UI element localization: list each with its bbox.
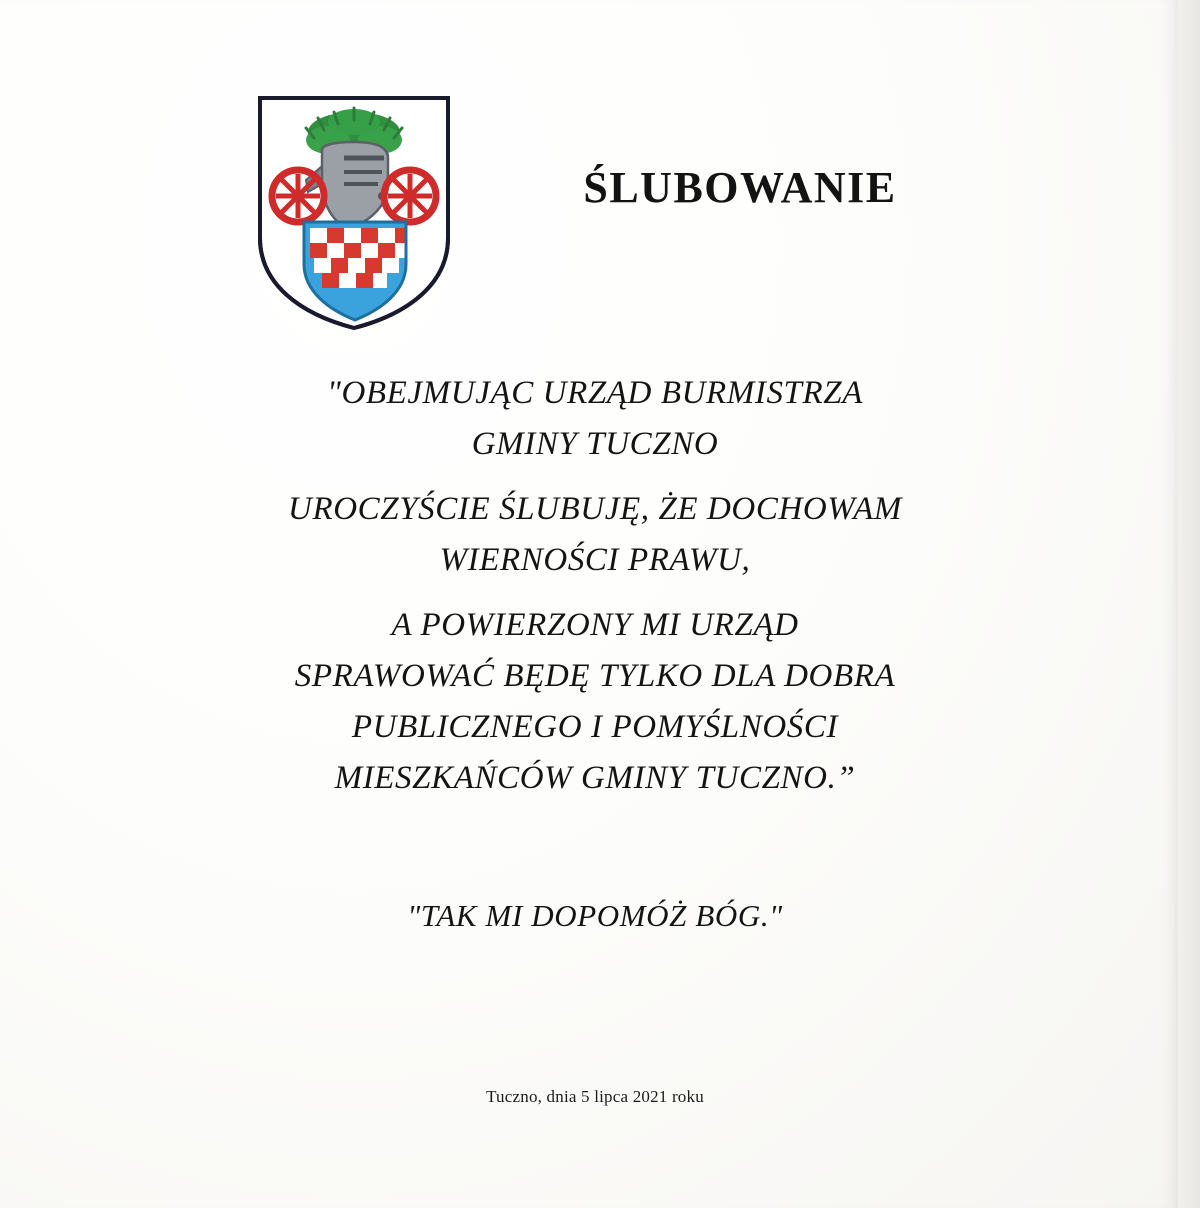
oath-line: SPRAWOWAĆ BĘDĘ TYLKO DLA DOBRA	[294, 658, 896, 694]
oath-line: "OBEJMUJĄC URZĄD BURMISTRZA	[327, 375, 863, 411]
page-title: ŚLUBOWANIE	[583, 163, 897, 212]
section-gap	[120, 804, 1070, 890]
paper-edge-shadow	[1178, 0, 1200, 1208]
coat-of-arms-icon	[248, 88, 460, 336]
oath-line: MIESZKAŃCÓW GMINY TUCZNO.”	[334, 760, 856, 796]
oath-line: WIERNOŚCI PRAWU,	[439, 542, 751, 578]
date-line: Tuczno, dnia 5 lipca 2021 roku	[486, 1087, 704, 1106]
oath-line: PUBLICZNEGO I POMYŚLNOŚCI	[351, 709, 839, 745]
paragraph-gap	[120, 470, 1070, 484]
oath-line: UROCZYŚCIE ŚLUBUJĘ, ŻE DOCHOWAM	[288, 491, 902, 527]
oath-final-line: "TAK MI DOPOMÓŻ BÓG."	[407, 898, 783, 933]
oath-line: GMINY TUCZNO	[471, 426, 719, 462]
oath-text	[120, 368, 1070, 941]
paragraph-gap	[120, 586, 1070, 600]
oath-line: A POWIERZONY MI URZĄD	[391, 607, 799, 643]
